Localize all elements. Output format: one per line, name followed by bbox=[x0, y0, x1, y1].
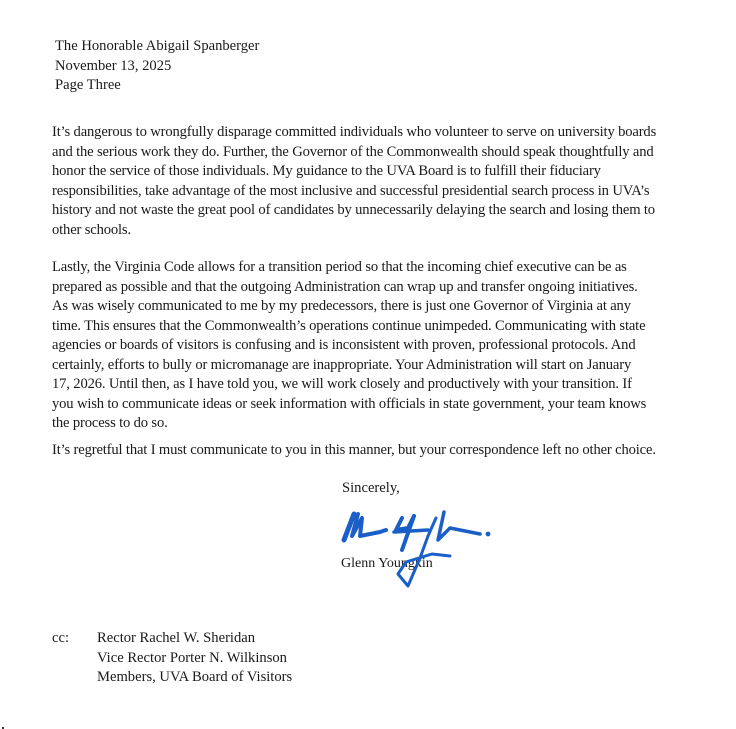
paragraph-line: history and not waste the great pool of candidates by unnecessarily delaying the search and losing them to bbox=[52, 202, 655, 218]
paragraph-line: certainly, efforts to bully or micromanage are inappropriate. Your Administration will start on January bbox=[52, 356, 632, 373]
cc-recipient: Vice Rector Porter N. Wilkinson bbox=[97, 649, 287, 666]
paragraph-line: As was wisely communicated to me by my predecessors, there is just one Governor of Virginia at any bbox=[52, 298, 631, 314]
closing-salutation: Sincerely, bbox=[342, 480, 400, 496]
paragraph-line: Lastly, the Virginia Code allows for a transition period so that the incoming chief executive can be as bbox=[52, 259, 627, 275]
date-line: November 13, 2025 bbox=[55, 57, 172, 74]
cc-recipient: Members, UVA Board of Visitors bbox=[97, 669, 293, 685]
paragraph-line: you wish to communicate ideas or seek information with officials in state government, your team knows bbox=[52, 395, 647, 412]
signer-name: Glenn Youngkin bbox=[341, 556, 433, 571]
page-number-line: Page Three bbox=[55, 77, 121, 93]
letter-header bbox=[55, 37, 259, 96]
cc-label: cc: bbox=[52, 630, 70, 646]
paragraph-line: responsibilities, take advantage of the most inclusive and successful presidential search process in UVA’s bbox=[52, 182, 650, 199]
cc-recipient: Rector Rachel W. Sheridan bbox=[97, 630, 256, 646]
cc-recipient-list bbox=[97, 629, 292, 688]
paragraph-line: honor the service of those individuals. My guidance to the UVA Board is to fulfill their fiduciary bbox=[52, 163, 601, 179]
paragraph-line: agencies or boards of visitors is confusing and is inconsistent with proven, professional protocols. And bbox=[52, 337, 636, 353]
body-paragraph-1 bbox=[52, 123, 732, 240]
body-paragraph-2 bbox=[52, 258, 732, 434]
paragraph-line: prepared as possible and that the outgoing Administration can wrap up and transfer ongoing initiatives. bbox=[52, 278, 638, 295]
recipient-line: The Honorable Abigail Spanberger bbox=[55, 38, 260, 54]
paragraph-line: 17, 2026. Until then, as I have told you, we will work closely and productively with your transition. If bbox=[52, 376, 632, 392]
paragraph-line: and the serious work they do. Further, the Governor of the Commonwealth should speak thoughtfully and bbox=[52, 143, 654, 160]
body-paragraph-3 bbox=[52, 441, 732, 461]
paragraph-line: the process to do so. bbox=[52, 415, 168, 431]
signature-icon bbox=[340, 506, 500, 594]
paragraph-line: time. This ensures that the Commonwealth’s operations continue unimpeded. Communicating with state bbox=[52, 317, 646, 334]
paragraph-line: It’s dangerous to wrongfully disparage committed individuals who volunteer to serve on university boards bbox=[52, 124, 657, 140]
paragraph-line: other schools. bbox=[52, 221, 131, 238]
paragraph-line: It’s regretful that I must communicate to you in this manner, but your correspondence left no other choice. bbox=[52, 442, 656, 458]
